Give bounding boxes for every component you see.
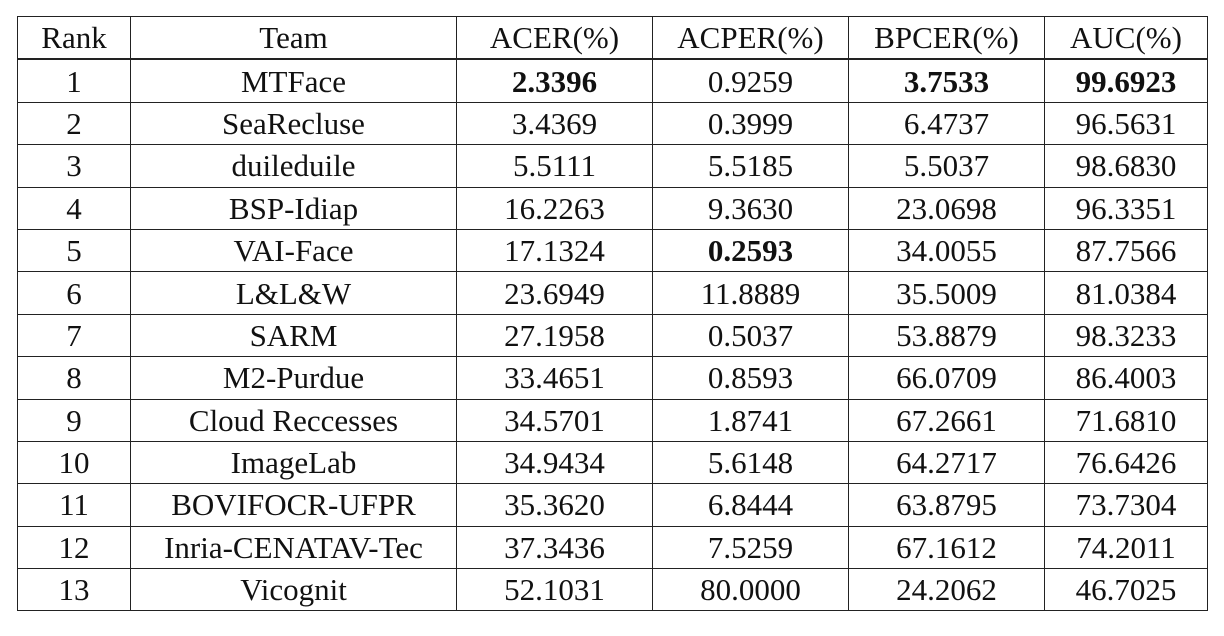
cell-acer: 2.3396 [457,59,653,102]
cell-auc: 76.6426 [1045,441,1208,483]
cell-bpcer: 35.5009 [849,272,1045,314]
header-acer: ACER(%) [457,17,653,60]
cell-bpcer: 6.4737 [849,102,1045,144]
cell-acper: 1.8741 [653,399,849,441]
table-row [18,484,1208,526]
cell-acper: 0.2593 [653,229,849,271]
table-row [18,187,1208,229]
cell-auc: 71.6810 [1045,399,1208,441]
table-row [18,314,1208,356]
cell-bpcer: 64.2717 [849,441,1045,483]
table-row [18,526,1208,568]
cell-acer: 52.1031 [457,569,653,611]
cell-team: SeaRecluse [131,102,457,144]
cell-rank: 2 [18,102,131,144]
cell-rank: 4 [18,187,131,229]
cell-bpcer: 3.7533 [849,59,1045,102]
cell-bpcer: 5.5037 [849,145,1045,187]
cell-auc: 74.2011 [1045,526,1208,568]
table-row [18,357,1208,399]
cell-acper: 0.5037 [653,314,849,356]
cell-auc: 87.7566 [1045,229,1208,271]
cell-auc: 99.6923 [1045,59,1208,102]
cell-rank: 13 [18,569,131,611]
header-auc: AUC(%) [1045,17,1208,60]
cell-acper: 7.5259 [653,526,849,568]
cell-acer: 34.5701 [457,399,653,441]
cell-auc: 86.4003 [1045,357,1208,399]
cell-acer: 27.1958 [457,314,653,356]
cell-acer: 33.4651 [457,357,653,399]
table-row [18,229,1208,271]
cell-acer: 23.6949 [457,272,653,314]
cell-rank: 1 [18,59,131,102]
cell-bpcer: 53.8879 [849,314,1045,356]
cell-acer: 3.4369 [457,102,653,144]
table-row [18,102,1208,144]
table-row [18,399,1208,441]
cell-rank: 6 [18,272,131,314]
cell-team: VAI-Face [131,229,457,271]
cell-team: L&L&W [131,272,457,314]
cell-auc: 96.3351 [1045,187,1208,229]
cell-auc: 98.6830 [1045,145,1208,187]
table-body [18,59,1208,611]
cell-acer: 16.2263 [457,187,653,229]
table-row [18,569,1208,611]
cell-bpcer: 67.1612 [849,526,1045,568]
header-row [18,17,1208,60]
cell-rank: 9 [18,399,131,441]
cell-team: BOVIFOCR-UFPR [131,484,457,526]
cell-rank: 7 [18,314,131,356]
cell-team: ImageLab [131,441,457,483]
cell-team: M2-Purdue [131,357,457,399]
cell-acper: 0.3999 [653,102,849,144]
header-rank: Rank [18,17,131,60]
cell-acper: 0.9259 [653,59,849,102]
cell-acper: 11.8889 [653,272,849,314]
cell-auc: 98.3233 [1045,314,1208,356]
cell-rank: 12 [18,526,131,568]
cell-acper: 5.6148 [653,441,849,483]
cell-auc: 81.0384 [1045,272,1208,314]
cell-acer: 17.1324 [457,229,653,271]
table-row [18,59,1208,102]
cell-auc: 73.7304 [1045,484,1208,526]
cell-bpcer: 34.0055 [849,229,1045,271]
cell-acper: 0.8593 [653,357,849,399]
cell-team: Cloud Reccesses [131,399,457,441]
cell-bpcer: 67.2661 [849,399,1045,441]
cell-rank: 5 [18,229,131,271]
table-row [18,145,1208,187]
cell-acper: 6.8444 [653,484,849,526]
cell-acer: 34.9434 [457,441,653,483]
cell-rank: 3 [18,145,131,187]
cell-bpcer: 66.0709 [849,357,1045,399]
table-row [18,272,1208,314]
cell-rank: 10 [18,441,131,483]
header-team: Team [131,17,457,60]
cell-bpcer: 63.8795 [849,484,1045,526]
cell-rank: 11 [18,484,131,526]
cell-bpcer: 24.2062 [849,569,1045,611]
header-bpcer: BPCER(%) [849,17,1045,60]
results-table [17,16,1208,611]
cell-bpcer: 23.0698 [849,187,1045,229]
cell-acper: 80.0000 [653,569,849,611]
cell-acper: 5.5185 [653,145,849,187]
cell-team: Vicognit [131,569,457,611]
header-acper: ACPER(%) [653,17,849,60]
cell-team: BSP-Idiap [131,187,457,229]
cell-acer: 35.3620 [457,484,653,526]
cell-auc: 46.7025 [1045,569,1208,611]
cell-rank: 8 [18,357,131,399]
cell-acper: 9.3630 [653,187,849,229]
cell-team: duileduile [131,145,457,187]
cell-team: SARM [131,314,457,356]
table-row [18,441,1208,483]
cell-team: MTFace [131,59,457,102]
cell-acer: 5.5111 [457,145,653,187]
cell-team: Inria-CENATAV-Tec [131,526,457,568]
cell-acer: 37.3436 [457,526,653,568]
cell-auc: 96.5631 [1045,102,1208,144]
